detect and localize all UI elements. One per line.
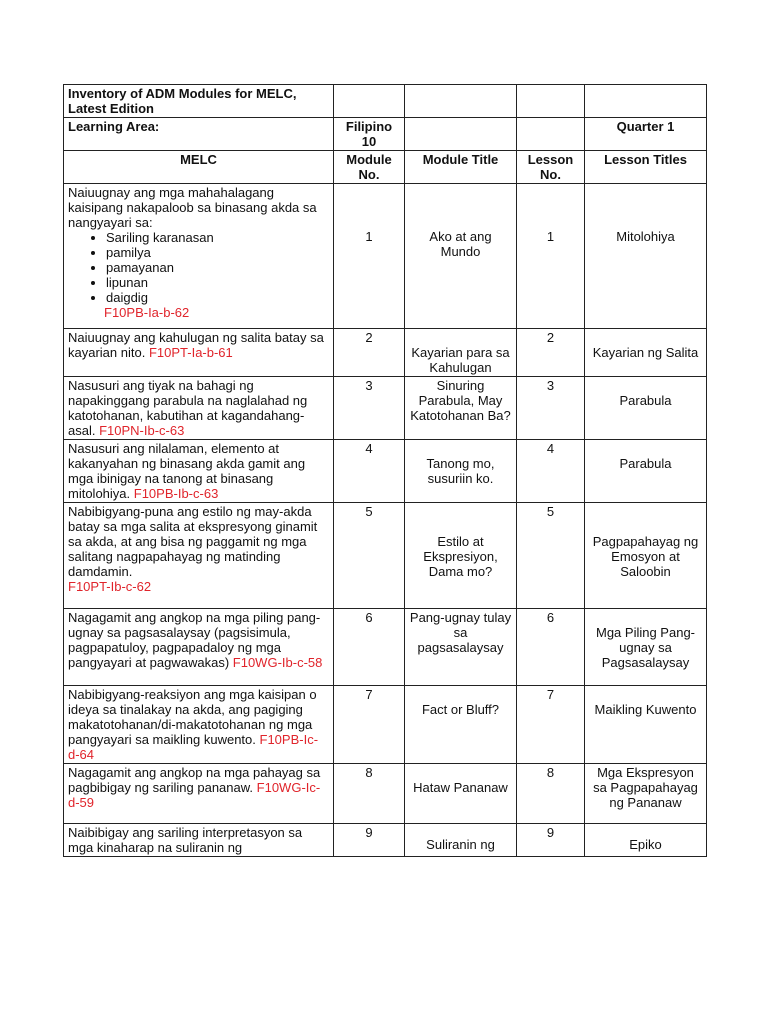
melc-code: F10PT-Ia-b-61 <box>148 345 233 360</box>
table-row <box>64 686 707 764</box>
empty-cell <box>517 118 585 151</box>
melc-code: F10PT-Ib-c-62 <box>68 579 152 594</box>
melc-code: F10PB-Ia-b-62 <box>104 305 190 320</box>
module-no: 7 <box>334 686 405 764</box>
melc-text: Naiuugnay ang kahulugan ng salita batay sa kayarian nito. <box>68 330 324 360</box>
lesson-title: Parabula <box>585 377 707 440</box>
lesson-no: 7 <box>517 686 585 764</box>
lesson-title: Mitolohiya <box>585 184 707 329</box>
melc-text: Nabibigyang-puna ang estilo ng may-akda batay sa mga salita at ekspresyong ginamit sa akda, at ang bisa ng paggamit ng mga salitang nagpapahayag ng matinding damdamin. <box>68 504 318 579</box>
empty-cell <box>405 118 517 151</box>
melc-cell <box>64 440 334 503</box>
melc-text: Naiuugnay ang mga mahahalagang kaisipang nakapaloob sa binasang akda sa nangyayari sa: <box>68 185 317 230</box>
table-row <box>64 329 707 377</box>
lesson-no: 6 <box>517 609 585 686</box>
melc-code: F10PB-Ic-d-64 <box>68 732 319 762</box>
lesson-no: 8 <box>517 764 585 824</box>
learning-area-label: Learning Area: <box>64 118 334 151</box>
column-header-lesson-titles: Lesson Titles <box>585 151 707 184</box>
melc-text: Nagagamit ang angkop na mga pahayag sa pagbibigay ng sariling pananaw. <box>68 765 321 795</box>
lesson-no: 5 <box>517 503 585 609</box>
lesson-no: 1 <box>517 184 585 329</box>
melc-text: Nabibigyang-reaksiyon ang mga kaisipan o ideya sa tinalakay na akda, ang pagiging makatotohanan/di-makatotohanan ng mga pangyayari sa maikling kuwento. <box>68 687 317 747</box>
column-header-row <box>64 151 707 184</box>
melc-cell <box>64 503 334 609</box>
melc-text: Nasusuri ang tiyak na bahagi ng napakinggang parabula na naglalahad ng katotohanan, kabutihan at kagandahang-asal. <box>68 378 308 438</box>
module-no: 1 <box>334 184 405 329</box>
list-item: • pamilya <box>106 245 329 260</box>
empty-cell <box>517 85 585 118</box>
module-no: 8 <box>334 764 405 824</box>
module-title: Kayarian para sa Kahulugan <box>405 329 517 377</box>
lesson-title: Mga Piling Pang-ugnay sa Pagsasalaysay <box>585 609 707 686</box>
lesson-no: 9 <box>517 824 585 857</box>
module-title: Suliranin ng <box>405 824 517 857</box>
empty-cell <box>405 85 517 118</box>
adm-modules-table <box>63 84 707 857</box>
learning-area-row <box>64 118 707 151</box>
subject-name: Filipino 10 <box>334 118 405 151</box>
lesson-title: Mga Ekspresyon sa Pagpapahayag ng Pananaw <box>585 764 707 824</box>
table-row <box>64 503 707 609</box>
title-row <box>64 85 707 118</box>
module-title: Hataw Pananaw <box>405 764 517 824</box>
quarter-label: Quarter 1 <box>585 118 707 151</box>
module-title: Estilo at Ekspresiyon, Dama mo? <box>405 503 517 609</box>
list-item: • daigdig <box>106 290 329 305</box>
lesson-title: Kayarian ng Salita <box>585 329 707 377</box>
table-row <box>64 609 707 686</box>
lesson-no: 4 <box>517 440 585 503</box>
column-header-melc: MELC <box>64 151 334 184</box>
melc-code: F10WG-Ib-c-58 <box>232 655 323 670</box>
module-no: 9 <box>334 824 405 857</box>
melc-code: F10PN-Ib-c-63 <box>99 423 185 438</box>
melc-cell <box>64 824 334 857</box>
table-row <box>64 440 707 503</box>
melc-cell <box>64 609 334 686</box>
melc-cell <box>64 377 334 440</box>
module-title: Tanong mo, susuriin ko. <box>405 440 517 503</box>
melc-text: Naibibigay ang sariling interpretasyon sa mga kinaharap na suliranin ng <box>68 825 303 855</box>
list-item: • pamayanan <box>106 260 329 275</box>
melc-cell <box>64 184 334 329</box>
lesson-title: Pagpapahayag ng Emosyon at Saloobin <box>585 503 707 609</box>
module-title: Pang-ugnay tulay sa pagsasalaysay <box>405 609 517 686</box>
lesson-title: Parabula <box>585 440 707 503</box>
list-item: • lipunan <box>106 275 329 290</box>
document-title: Inventory of ADM Modules for MELC, Latest Edition <box>64 85 334 118</box>
lesson-title: Epiko <box>585 824 707 857</box>
module-title: Fact or Bluff? <box>405 686 517 764</box>
column-header-module-title: Module Title <box>405 151 517 184</box>
melc-bullet-list <box>68 230 329 305</box>
melc-text: Nasusuri ang nilalaman, elemento at kakanyahan ng binasang akda gamit ang mga ibinigay na tanong at binasang mitolohiya. <box>68 441 306 501</box>
list-item: • Sariling karanasan <box>106 230 329 245</box>
column-header-lesson-no: Lesson No. <box>517 151 585 184</box>
module-title: Ako at ang Mundo <box>405 184 517 329</box>
module-no: 5 <box>334 503 405 609</box>
module-no: 4 <box>334 440 405 503</box>
melc-text: Nagagamit ang angkop na mga piling pang-ugnay sa pagsasalaysay (pagsisimula, pagpapatuloy, pagpapadaloy ng mga pangyayari at pagwawakas) <box>68 610 321 670</box>
lesson-no: 2 <box>517 329 585 377</box>
table-row <box>64 377 707 440</box>
module-title: Sinuring Parabula, May Katotohanan Ba? <box>405 377 517 440</box>
table-row <box>64 764 707 824</box>
melc-cell <box>64 686 334 764</box>
module-no: 6 <box>334 609 405 686</box>
module-no: 2 <box>334 329 405 377</box>
melc-code: F10WG-Ic-d-59 <box>68 780 321 810</box>
table-row <box>64 184 707 329</box>
melc-cell <box>64 329 334 377</box>
column-header-module-no: Module No. <box>334 151 405 184</box>
melc-code: F10PB-Ib-c-63 <box>133 486 219 501</box>
melc-cell <box>64 764 334 824</box>
table-row <box>64 824 707 857</box>
lesson-title: Maikling Kuwento <box>585 686 707 764</box>
empty-cell <box>334 85 405 118</box>
empty-cell <box>585 85 707 118</box>
lesson-no: 3 <box>517 377 585 440</box>
module-no: 3 <box>334 377 405 440</box>
